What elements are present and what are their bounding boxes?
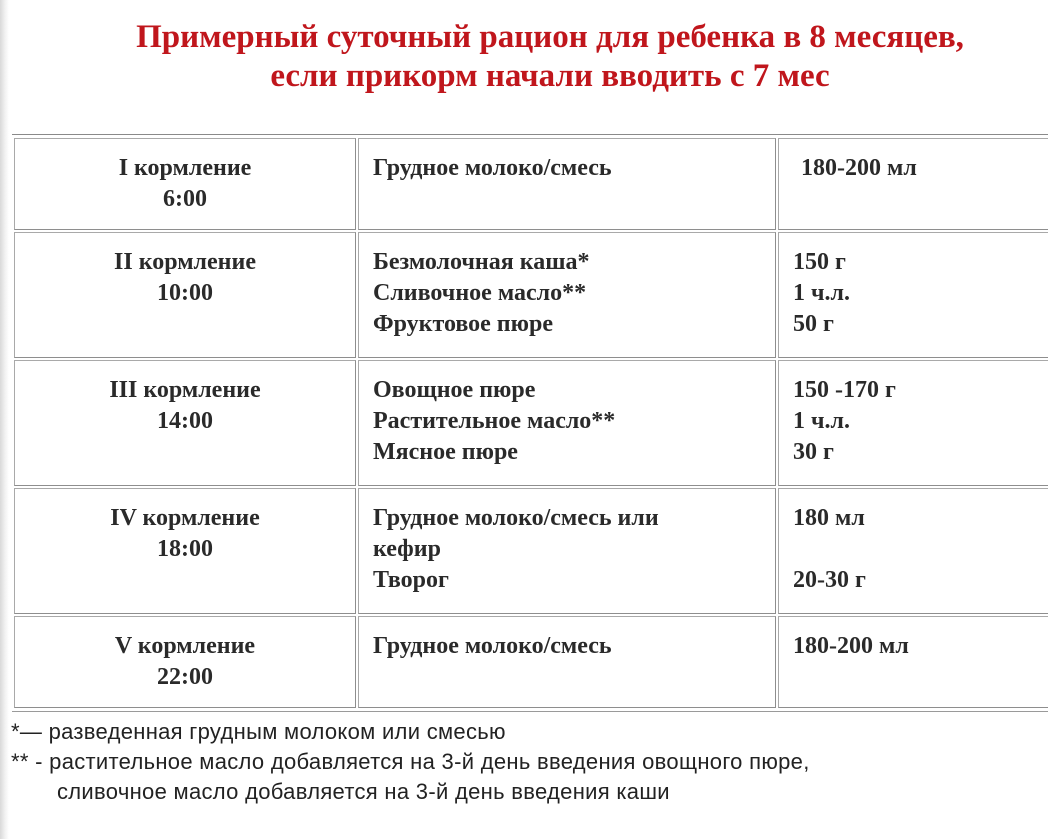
feeding-cell [14, 360, 356, 486]
food-cell [358, 616, 776, 708]
table-row [14, 488, 1048, 614]
food-item: Безмолочная каша* [373, 249, 590, 275]
table-bottom-rule [12, 711, 1048, 712]
food-cell [358, 488, 776, 614]
food-cell [358, 138, 776, 230]
feeding-time: 6:00 [163, 186, 207, 212]
food-item: Фруктовое пюре [373, 311, 553, 337]
amount-item: 1 ч.л. [793, 280, 850, 306]
food-item: Грудное молоко/смесь или кефир [373, 505, 659, 562]
amount-item: 20-30 г [793, 567, 866, 593]
table-row [14, 232, 1048, 358]
footnote-1: *— разведенная грудным молоком или смесью [11, 719, 506, 744]
food-item: Растительное масло** [373, 408, 616, 434]
amount-item: 180 мл [793, 505, 865, 531]
table-row [14, 616, 1048, 708]
table-top-rule [12, 134, 1048, 135]
feeding-name: I кормление [118, 155, 252, 181]
feeding-time: 18:00 [157, 536, 213, 562]
feeding-cell [14, 138, 356, 230]
feeding-schedule-table [12, 136, 1048, 710]
amount-item: 150 г [793, 249, 846, 275]
amount-item: 50 г [793, 311, 834, 337]
title-line-2: если прикорм начали вводить с 7 мес [270, 58, 830, 94]
food-item: Сливочное масло** [373, 280, 587, 306]
page-title [40, 18, 1048, 96]
feeding-time: 10:00 [157, 280, 213, 306]
amount-cell [778, 616, 1048, 708]
footnote-2-line-1: ** - растительное масло добавляется на 3-й день введения овощного пюре, [11, 749, 810, 774]
feeding-cell [14, 488, 356, 614]
feeding-time: 14:00 [157, 408, 213, 434]
food-cell [358, 232, 776, 358]
amount-item: 180-200 мл [793, 633, 909, 659]
feeding-cell [14, 616, 356, 708]
table-row [14, 138, 1048, 230]
table-row [14, 360, 1048, 486]
footnotes [11, 717, 810, 807]
amount-cell [778, 360, 1048, 486]
feeding-name: V кормление [114, 633, 256, 659]
food-item: Грудное молоко/смесь [373, 155, 612, 181]
amount-item: 150 -170 г [793, 377, 896, 403]
footnote-2-line-2: сливочное масло добавляется на 3-й день введения каши [57, 779, 670, 804]
food-cell [358, 360, 776, 486]
food-item: Овощное пюре [373, 377, 536, 403]
food-item: Грудное молоко/смесь [373, 633, 612, 659]
amount-item: 1 ч.л. [793, 408, 850, 434]
feeding-name: IV кормление [110, 505, 260, 531]
feeding-name: II кормление [114, 249, 256, 275]
food-item: Творог [373, 567, 449, 593]
food-item: Мясное пюре [373, 439, 518, 465]
page-left-edge [0, 0, 9, 839]
title-line-1: Примерный суточный рацион для ребенка в 8 месяцев, [136, 19, 964, 55]
amount-cell [778, 138, 1048, 230]
feeding-cell [14, 232, 356, 358]
amount-item: 180-200 мл [801, 155, 917, 181]
amount-cell [778, 488, 1048, 614]
amount-cell [778, 232, 1048, 358]
feeding-time: 22:00 [157, 664, 213, 690]
amount-spacer [793, 534, 1048, 565]
feeding-name: III кормление [109, 377, 261, 403]
amount-item: 30 г [793, 439, 834, 465]
